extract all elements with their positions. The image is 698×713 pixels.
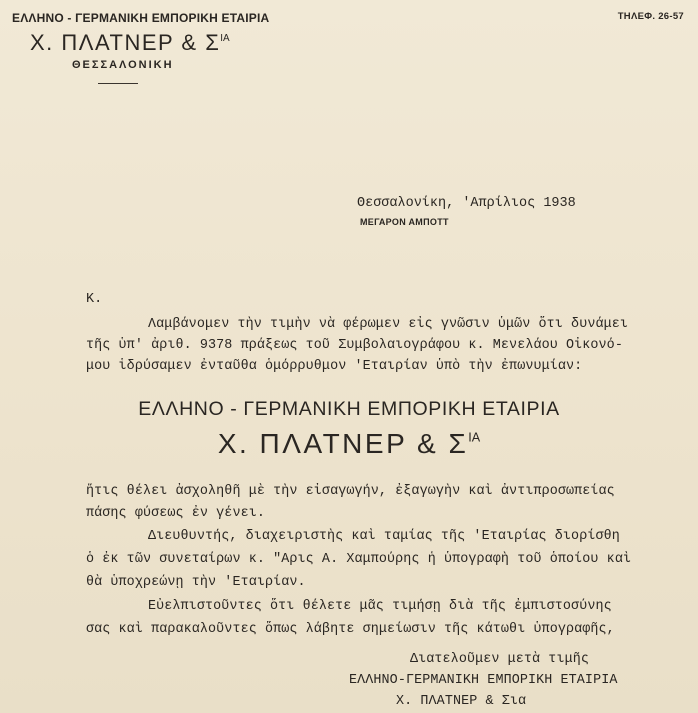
letterhead-company: ΕΛΛΗΝΟ - ΓΕΡΜΑΝΙΚΗ ΕΜΠΟΡΙΚΗ ΕΤΑΙΡΙΑ [12,11,270,25]
letterhead-firm-main: Χ. ΠΛΑΤΝΕΡ & Σ [30,30,221,55]
letterhead-phone: ΤΗΛΕΦ. 26-57 [617,11,684,22]
title-firm-main: Χ. ΠΛΑΤΝΕΡ & Σ [217,428,469,459]
letterhead-firm [30,30,230,56]
title-company: ΕΛΛΗΝΟ - ΓΕΡΜΑΝΙΚΗ ΕΜΠΟΡΙΚΗ ΕΤΑΙΡΙΑ [138,398,560,420]
body-line: Διευθυντής, διαχειριστὴς καὶ ταμίας τῆς 'Εταιρίας διορίσθη [148,529,620,544]
place-date: Θεσσαλονίκη, 'Απρίλιος 1938 [357,196,576,211]
closing-company: ΕΛΛΗΝΟ-ΓΕΡΜΑΝΙΚΗ ΕΜΠΟΡΙΚΗ ΕΤΑΙΡΙΑ [349,673,618,688]
title-firm [0,428,698,460]
body-line: θὰ ὑποχρεώνῃ τὴν 'Εταιρίαν. [86,575,306,590]
body-line: ἥτις θέλει ἀσχοληθῆ μὲ τὴν εἰσαγωγήν, ἐξαγωγὴν καὶ ἀντιπροσωπείας [86,484,615,499]
closing-firm: Χ. ΠΛΑΤΝΕΡ & Σια [396,694,527,709]
body-line: Λαμβάνομεν τὴν τιμὴν νὰ φέρωμεν εἰς γνῶσιν ὑμῶν ὅτι δυνάμει [148,317,629,332]
body-line: τῆς ὑπ' ἀριθ. 9378 πράξεως τοῦ Συμβολαιογράφου κ. Μενελάου Οἰκονό- [86,338,623,353]
letterhead-city: ΘΕΣΣΑΛΟΝΙΚΗ [72,59,174,71]
body-line: Εὐελπιστοῦντες ὅτι θέλετε μᾶς τιμήσῃ διὰ τῆς ἐμπιστοσύνης [148,599,612,614]
building-name: ΜΕΓΑΡΟΝ ΑΜΠΟΤΤ [360,217,449,227]
letterhead-firm-sup: ΙΑ [220,33,230,45]
title-firm-sup: ΙΑ [468,430,481,445]
salutation: Κ. [86,292,103,307]
body-line: πάσης φύσεως ἐν γένει. [86,506,265,521]
body-line: μου ἱδρύσαμεν ἐνταῦθα ὁμόρρυθμον 'Εταιρίαν ὑπὸ τὴν ἐπωνυμίαν: [86,359,583,374]
body-line: σας καὶ παρακαλοῦντες ὅπως λάβητε σημείωσιν τῆς κάτωθι ὑπογραφῆς, [86,622,615,637]
closing-greeting: Διατελοῦμεν μετὰ τιμῆς [410,652,589,667]
body-line: ὁ ἐκ τῶν συνεταίρων κ. "Αρις Α. Χαμπούρης ἡ ὑπογραφὴ τοῦ ὁποίου καὶ [86,552,632,567]
letterhead-divider [98,83,138,84]
